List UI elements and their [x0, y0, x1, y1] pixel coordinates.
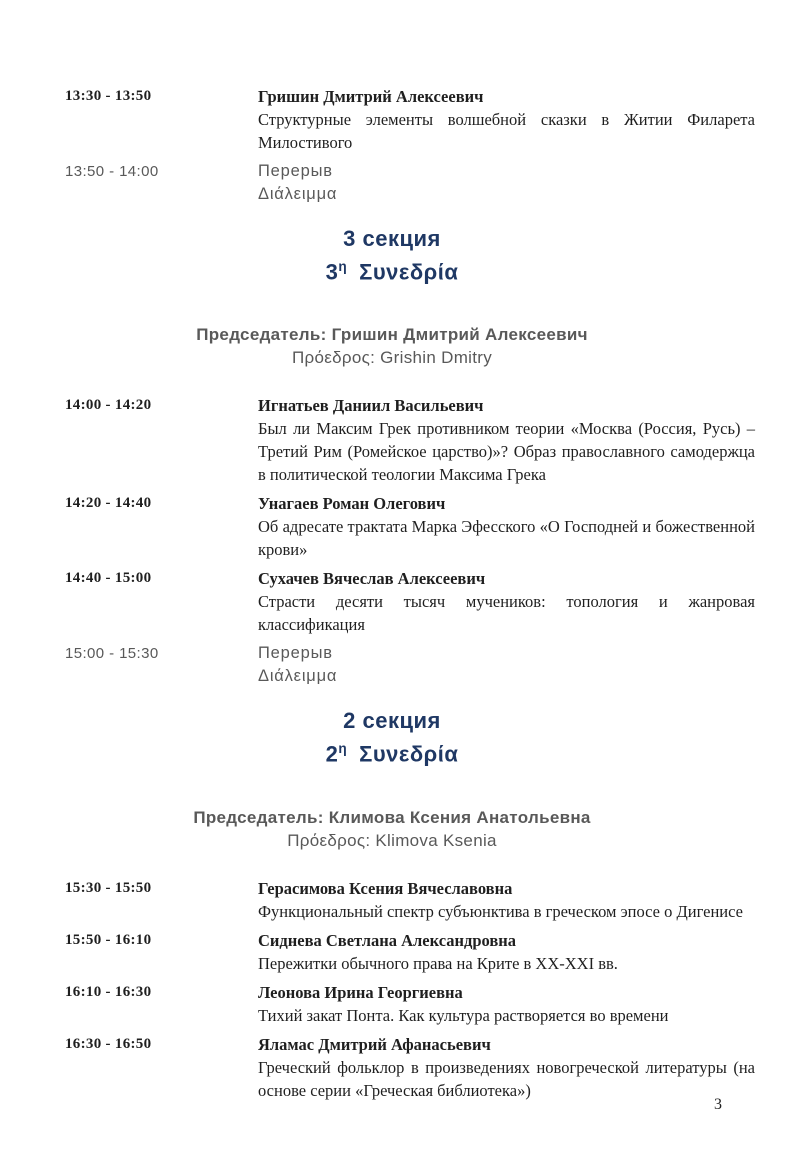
break-time: 15:00 - 15:30: [65, 645, 159, 663]
schedule-list: [65, 85, 755, 1102]
break-time: 13:50 - 14:00: [65, 163, 159, 180]
chair-name-el: Πρόεδρος: Grishin Dmitry: [291, 348, 493, 368]
section-header: [65, 707, 719, 768]
section-title-el: [65, 253, 719, 286]
section-ordinal-number: 3: [325, 259, 339, 285]
talk-title: Был ли Максим Грек противником теории «Москва (Россия, Русь) – Третий Рим (Ромейское царство)»? Образ православного самодержца в политической теологии Максима Грека: [258, 419, 755, 485]
talk-body: [258, 981, 755, 1027]
chair-block: [65, 806, 719, 852]
speaker-name: Леонова Ирина Георгиевна: [258, 982, 463, 1002]
talk-row: [65, 1033, 755, 1102]
talk-row: [65, 567, 755, 636]
talk-title: Страсти десяти тысяч мучеников: топология и жанровая классификация: [258, 592, 755, 635]
speaker-name: Унагаев Роман Олегович: [258, 494, 446, 514]
section-ordinal-suffix: η: [338, 741, 348, 757]
section-title-ru: 3 секция: [343, 226, 441, 251]
talk-body: [258, 877, 755, 923]
speaker-name: Герасимова Ксения Вячеславовна: [258, 878, 513, 898]
talk-row: [65, 394, 755, 486]
talk-body: [258, 492, 755, 561]
page-number: 3: [714, 1096, 722, 1113]
section-title-el: [65, 735, 719, 768]
section-ordinal-number: 2: [325, 741, 339, 767]
talk-title: Греческий фольклор в произведениях новогреческой литературы (на основе серии «Греческая библиотека»): [258, 1057, 755, 1100]
talk-row: [65, 981, 755, 1027]
speaker-name: Сиднева Светлана Александровна: [258, 930, 517, 950]
speaker-name: Сухачев Вячеслав Алексеевич: [258, 569, 486, 589]
talk-time: 14:20 - 14:40: [65, 495, 152, 512]
talk-title: Пережитки обычного права на Крите в XX-XXI вв.: [258, 953, 618, 973]
section-ordinal-suffix: η: [338, 259, 348, 274]
section-title-el-text: Συνεδρία: [359, 259, 459, 285]
talk-body: [258, 929, 755, 975]
talk-row: [65, 85, 755, 154]
talk-title: Структурные элементы волшебной сказки в Житии Филарета Милостивого: [258, 110, 755, 152]
break-label-ru: Перерыв: [258, 162, 333, 180]
speaker-name: Гришин Дмитрий Алексеевич: [258, 87, 484, 106]
chair-block: [65, 323, 719, 369]
break-label-el: Διάλειμμα: [258, 185, 338, 203]
talk-time: 16:30 - 16:50: [65, 1035, 152, 1052]
chair-name-ru: Председатель: Климова Ксения Анатольевна: [193, 807, 591, 827]
break-label-el: Διάλειμμα: [258, 667, 338, 686]
talk-title: Функциональный спектр субъюнктива в греческом эпосе о Дигенисе: [258, 901, 743, 921]
talk-body: [258, 85, 755, 154]
talk-time: 15:30 - 15:50: [65, 879, 152, 896]
talk-title: Об адресате трактата Марка Эфесского «О Господней и божественной крови»: [258, 517, 755, 560]
break-row: [65, 642, 755, 688]
talk-body: [258, 567, 755, 636]
break-body: [258, 642, 755, 688]
section-title-ru: 2 секция: [343, 708, 441, 734]
talk-row: [65, 929, 755, 975]
section-header: [65, 225, 719, 286]
break-row: [65, 160, 755, 206]
talk-time: 14:40 - 15:00: [65, 570, 152, 587]
talk-time: 13:30 - 13:50: [65, 88, 152, 104]
chair-name-ru: Председатель: Гришин Дмитрий Алексеевич: [196, 325, 588, 345]
section-title-el-text: Συνεδρία: [359, 741, 459, 767]
talk-body: [258, 1033, 755, 1102]
talk-title: Тихий закат Понта. Как культура растворяется во времени: [258, 1005, 669, 1025]
talk-time: 16:10 - 16:30: [65, 983, 152, 1000]
talk-time: 15:50 - 16:10: [65, 931, 152, 948]
speaker-name: Игнатьев Даниил Васильевич: [258, 396, 484, 416]
talk-row: [65, 492, 755, 561]
break-label-ru: Перерыв: [258, 644, 333, 663]
chair-name-el: Πρόεδρος: Klimova Ksenia: [287, 830, 497, 850]
talk-time: 14:00 - 14:20: [65, 397, 152, 414]
talk-row: [65, 877, 755, 923]
speaker-name: Яламас Дмитрий Афанасьевич: [258, 1034, 491, 1054]
break-body: [258, 160, 755, 206]
talk-body: [258, 394, 755, 486]
